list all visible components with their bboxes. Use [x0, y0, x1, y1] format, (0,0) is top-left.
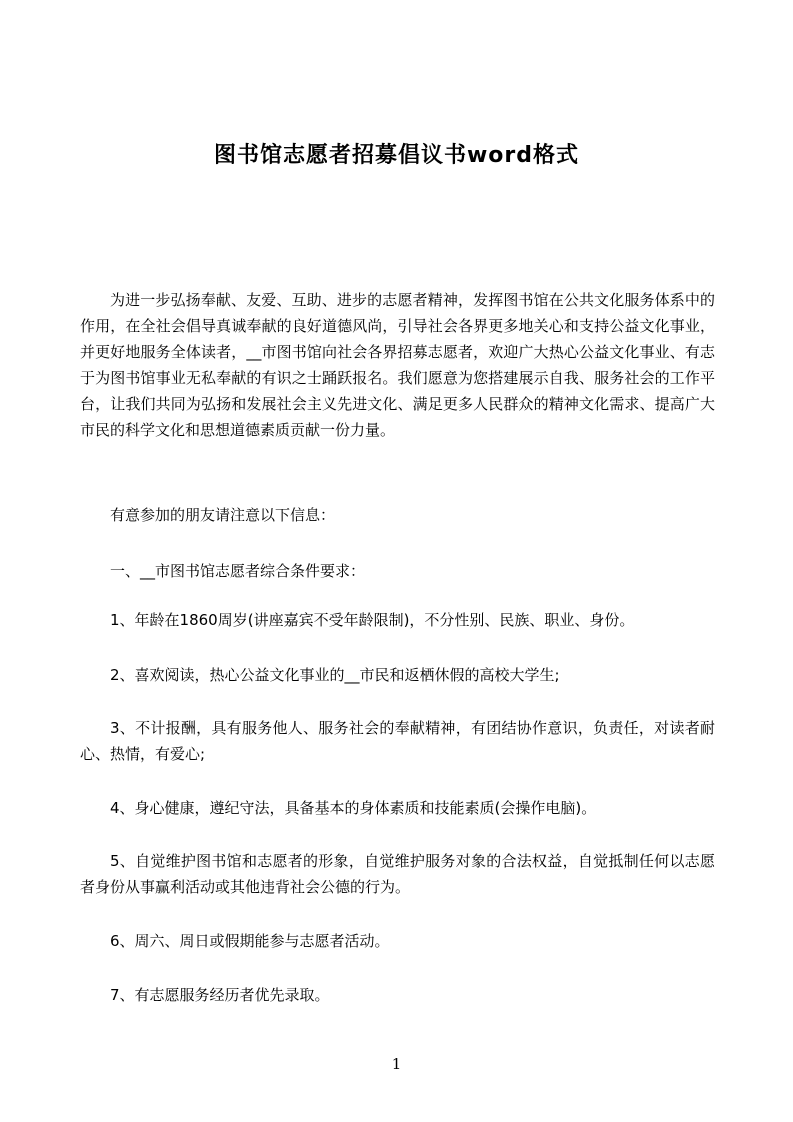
requirement-item-2: 2、喜欢阅读，热心公益文化事业的__市民和返栖休假的高校大学生;: [110, 666, 560, 684]
requirement-item-6: 6、周六、周日或假期能参与志愿者活动。: [110, 932, 390, 950]
requirement-item-7: 7、有志愿服务经历者优先录取。: [110, 986, 330, 1004]
requirement-item-4: 4、身心健康，遵纪守法，具备基本的身体素质和技能素质(会操作电脑)。: [110, 799, 597, 817]
section-heading: 一、__市图书馆志愿者综合条件要求：: [110, 562, 366, 580]
intro-paragraph: 为进一步弘扬奉献、友爱、互助、进步的志愿者精神，发挥图书馆在公共文化服务体系中的作用，在全社会倡导真诚奉献的良好道德风尚，引导社会各界更多地关心和支持公益文化事业，并更好地服务全体读者，__市图书馆向社会各界招募志愿者，欢迎广大热心公益文化事业、有志于为图书馆事业无私奉献的有识之士踊跃报名。我们愿意为您搭建展示自我、服务社会的工作平台，让我们共同为弘扬和发展社会主义先进文化、满足更多人民群众的精神文化需求、提高广大市民的科学文化和思想道德素质贡献一份力量。: [80, 291, 715, 439]
notice-paragraph: 有意参加的朋友请注意以下信息：: [110, 506, 336, 524]
requirement-item-5: 5、自觉维护图书馆和志愿者的形象，自觉维护服务对象的合法权益，自觉抵制任何以志愿者身份从事赢利活动或其他违背社会公德的行为。: [80, 852, 715, 896]
document-title: 图书馆志愿者招募倡议书word格式: [213, 143, 580, 168]
requirement-item-1: 1、年龄在1860周岁(讲座嘉宾不受年龄限制)，不分性别、民族、职业、身份。: [110, 611, 635, 629]
requirement-item-3: 3、不计报酬，具有服务他人、服务社会的奉献精神，有团结协作意识，负责任，对读者耐心、热情，有爱心;: [80, 719, 715, 763]
page-number: 1: [391, 1055, 402, 1073]
